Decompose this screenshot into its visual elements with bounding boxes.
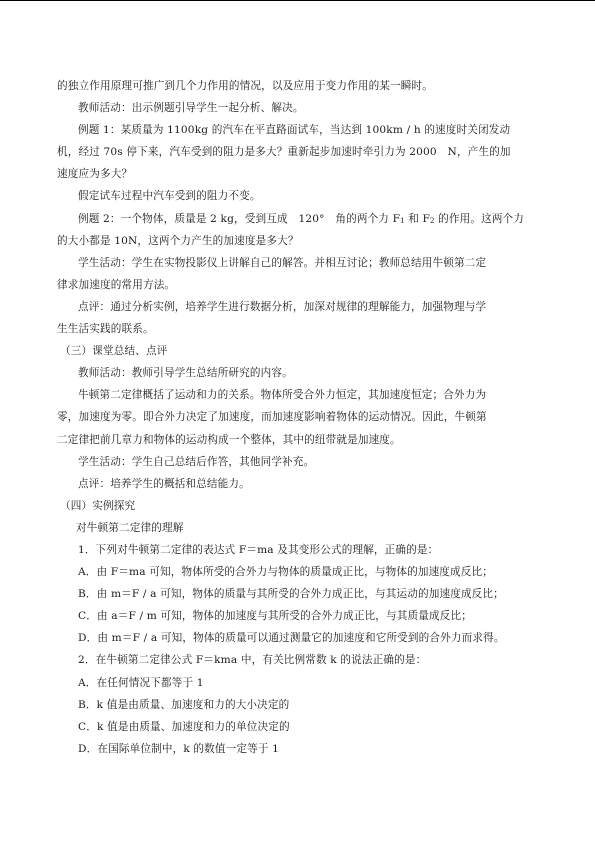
paragraph-line: 教师活动：教师引导学生总结所研究的内容。 xyxy=(78,367,293,380)
paragraph-line: 的大小都是 10N，这两个力产生的加速度是多大？ xyxy=(57,234,299,247)
question-stem: 2．在牛顿第二定律公式 F＝kma 中，有关比例常数 k 的说法正确的是： xyxy=(78,654,427,667)
paragraph-line: 教师活动：出示例题引导学生一起分析、解决。 xyxy=(78,102,304,115)
header-rule xyxy=(0,0,595,1)
subscript: 1 xyxy=(400,216,405,225)
answer-option: B．k 值是由质量、加速度和力的大小决定的 xyxy=(78,698,290,711)
paragraph-line: 例题 2：一个物体，质量是 2 kg，受到互成 120° 角的两个力 $F_1$ 和 $F_2$ 的作用。这两个力 xyxy=(78,212,525,225)
paragraph-line: 机，经过 70s 停下来，汽车受到的阻力是多大？重新起步加速时牵引力为 2000 N，产生的加 xyxy=(57,146,511,159)
paragraph-line: 速度应为多大？ xyxy=(57,168,133,181)
paragraph-line: 生生活实践的联系。 xyxy=(57,323,154,336)
answer-option: C．由 a＝F / m 可知，物体的加速度与其所受的合外力成正比，与其质量成反比； xyxy=(78,610,473,623)
paragraph-line: 点评：通过分析实例，培养学生进行数据分析，加深对规律的理解能力，加强物理与学 xyxy=(78,300,487,313)
answer-option: D．在国际单位制中，k 的数值一定等于 1 xyxy=(78,742,280,755)
paragraph-line: 牛顿第二定律概括了运动和力的关系。物体所受合外力恒定，其加速度恒定；合外力为 xyxy=(78,389,487,402)
paragraph-line: 二定律把前几章力和物体的运动构成一个整体，其中的纽带就是加速度。 xyxy=(57,433,401,446)
paragraph-line: 点评：培养学生的概括和总结能力。 xyxy=(78,477,250,490)
answer-option: C．k 值是由质量、加速度和力的单位决定的 xyxy=(78,720,290,733)
paragraph-line: 假定试车过程中汽车受到的阻力不变。 xyxy=(78,190,261,203)
answer-option: A．在任何情况下都等于 1 xyxy=(78,676,204,689)
answer-option: D．由 m＝F / a 可知，物体的质量可以通过测量它的加速度和它所受到的合外力而求得。 xyxy=(78,632,505,645)
paragraph-line: 学生活动：学生自己总结后作答，其他同学补充。 xyxy=(78,455,315,468)
paragraph-line: 的独立作用原理可推广到几个力作用的情况，以及应用于变力作用的某一瞬时。 xyxy=(57,80,434,92)
paragraph-line: 学生活动：学生在实物投影仪上讲解自己的解答。并相互讨论；教师总结用牛顿第二定 xyxy=(78,256,487,269)
paragraph-line: 零，加速度为零。即合外力决定了加速度，而加速度影响着物体的运动情况。因此，牛顿第 xyxy=(57,411,487,424)
answer-option: B．由 m＝F / a 可知，物体的质量与其所受的合外力成正比，与其运动的加速度成反比； xyxy=(78,588,504,601)
section-heading: （三）课堂总结、点评 xyxy=(60,345,168,358)
question-stem: 1．下列对牛顿第二定律的表达式 F＝ma 及其变形公式的理解，正确的是： xyxy=(78,543,439,556)
answer-option: A．由 F＝ma 可知，物体所受的合外力与物体的质量成正比，与物体的加速度成反比； xyxy=(78,566,494,579)
paragraph-line: 律求加速度的常用方法。 xyxy=(57,278,176,291)
document-body xyxy=(57,75,547,760)
subsection-title: 对牛顿第二定律的理解 xyxy=(76,521,184,534)
section-heading: （四）实例探究 xyxy=(60,499,136,512)
paragraph-line: 例题 1：某质量为 1100kg 的汽车在平直路面试车，当达到 100km / h 的速度时关闭发动 xyxy=(78,124,511,137)
subscript: 2 xyxy=(429,216,435,225)
